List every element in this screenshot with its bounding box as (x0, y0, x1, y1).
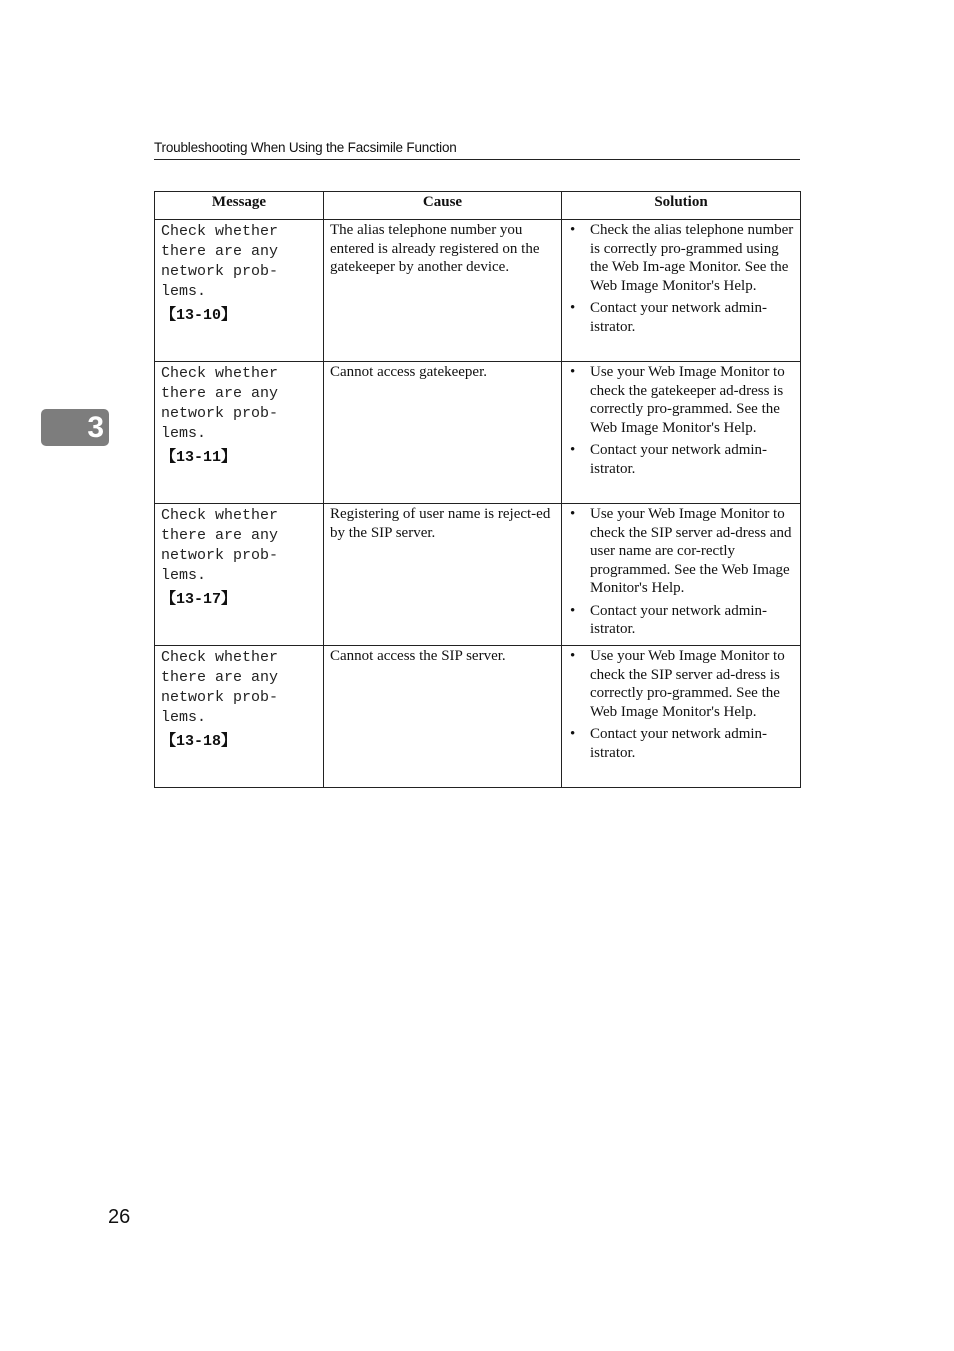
solution-item (568, 602, 796, 639)
solution-item (568, 221, 796, 295)
message-text: Check whether there are any network prob- lems. (161, 507, 279, 584)
solution-text: Contact your network admin-istrator. (590, 602, 768, 637)
table-row (155, 504, 801, 646)
solution-item (568, 299, 796, 336)
error-code: 【13-17】 (161, 591, 237, 608)
bullet-icon: • (570, 506, 576, 522)
solution-text: Contact your network admin-istrator. (590, 726, 768, 761)
cause-cell: Cannot access gatekeeper. (324, 362, 562, 504)
table-row (155, 362, 801, 504)
message-cell (155, 220, 324, 362)
solution-item (568, 647, 796, 721)
solution-text: Contact your network admin-istrator. (590, 300, 768, 335)
message-text: Check whether there are any network prob- lems. (161, 223, 279, 300)
message-text: Check whether there are any network prob- lems. (161, 365, 279, 442)
solution-cell (562, 362, 801, 504)
solution-cell (562, 504, 801, 646)
solution-item (568, 441, 796, 478)
table-row (155, 220, 801, 362)
message-cell (155, 646, 324, 788)
troubleshooting-table (154, 191, 801, 788)
error-code: 【13-18】 (161, 733, 237, 750)
solution-text: Use your Web Image Monitor to check the gatekeeper ad-dress is correctly pro-grammed. See the Web Image Monitor's Help. (590, 364, 785, 436)
solution-item (568, 363, 796, 437)
bullet-icon: • (570, 442, 576, 458)
page-number: 26 (108, 1206, 131, 1228)
table-header-row (155, 192, 801, 220)
column-header-cause: Cause (324, 192, 562, 220)
message-cell (155, 504, 324, 646)
column-header-solution: Solution (562, 192, 801, 220)
bullet-icon: • (570, 364, 576, 380)
solution-text: Use your Web Image Monitor to check the SIP server ad-dress and user name are cor-rectly programmed. See the Web Image Monitor's Help. (590, 506, 792, 596)
solution-item (568, 725, 796, 762)
solution-item (568, 505, 796, 598)
solution-text: Use your Web Image Monitor to check the SIP server ad-dress is correctly pro-grammed. See the Web Image Monitor's Help. (590, 648, 785, 720)
solution-cell (562, 646, 801, 788)
error-code: 【13-10】 (161, 307, 237, 324)
chapter-tab: 3 (41, 409, 109, 446)
running-header: Troubleshooting When Using the Facsimile Function (154, 139, 800, 160)
message-cell (155, 362, 324, 504)
cause-cell: Cannot access the SIP server. (324, 646, 562, 788)
cause-cell: The alias telephone number you entered is already registered on the gatekeeper by another device. (324, 220, 562, 362)
bullet-icon: • (570, 648, 576, 664)
table-row (155, 646, 801, 788)
bullet-icon: • (570, 222, 576, 238)
solution-text: Check the alias telephone number is correctly pro-grammed using the Web Im-age Monitor. See the Web Image Monitor's Help. (590, 222, 794, 294)
bullet-icon: • (570, 300, 576, 316)
solution-cell (562, 220, 801, 362)
bullet-icon: • (570, 726, 576, 742)
error-code: 【13-11】 (161, 449, 237, 466)
solution-text: Contact your network admin-istrator. (590, 442, 768, 477)
cause-cell: Registering of user name is reject-ed by the SIP server. (324, 504, 562, 646)
bullet-icon: • (570, 602, 576, 619)
message-text: Check whether there are any network prob- lems. (161, 649, 279, 726)
column-header-message: Message (155, 192, 324, 220)
